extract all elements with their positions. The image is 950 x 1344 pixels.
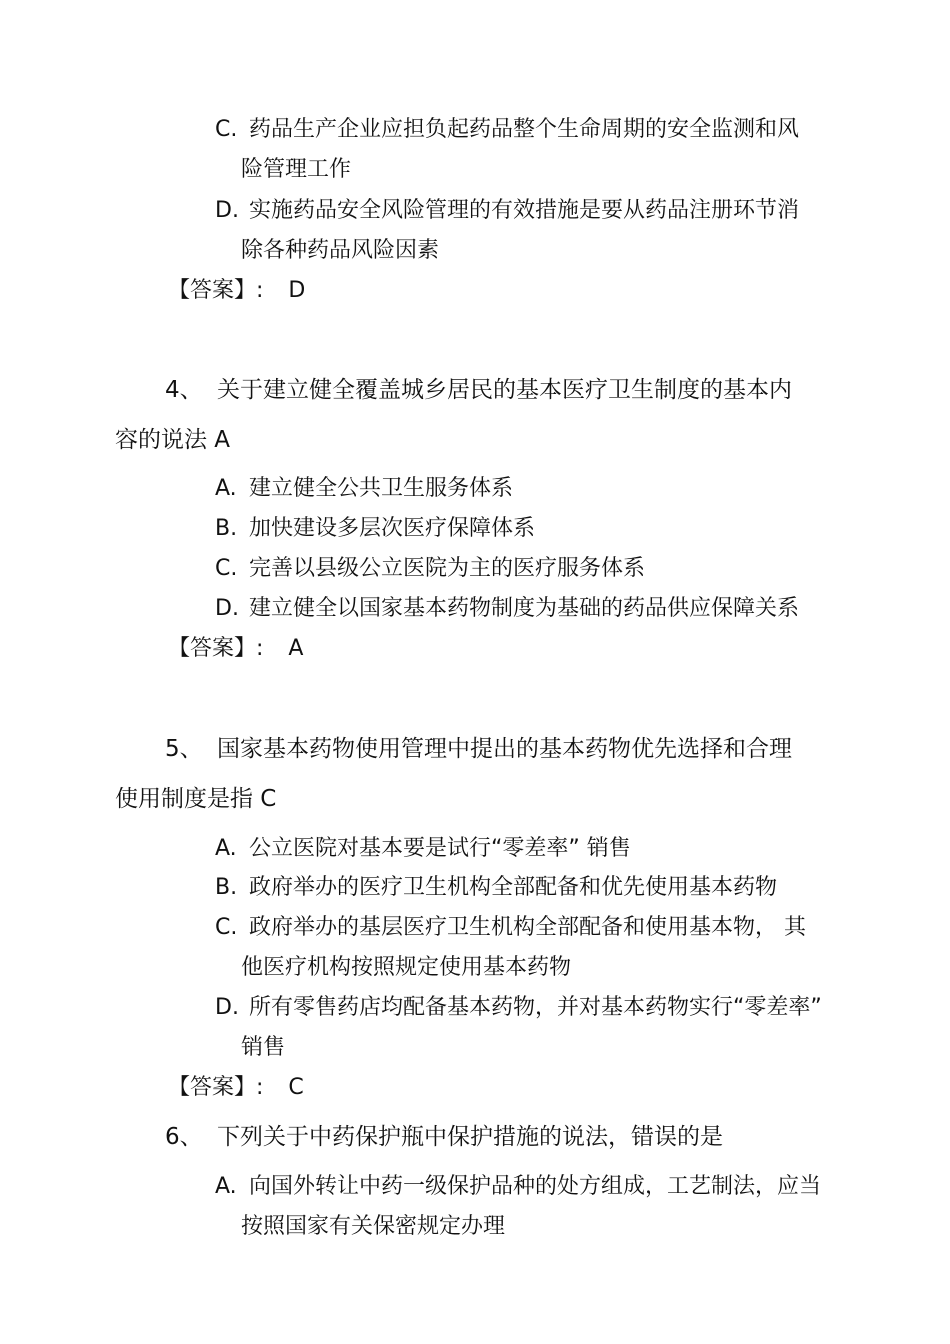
- answer-value: D: [288, 278, 306, 303]
- q4-stem-line1: [165, 375, 792, 405]
- q6-option-a-line2: 按照国家有关保密规定办理: [241, 1214, 506, 1239]
- option-text: 建立健全公共卫生服务体系: [249, 476, 514, 501]
- q5-option-b: [215, 873, 777, 903]
- option-letter: A.: [215, 1174, 237, 1199]
- option-text: 所有零售药店均配备基本药物，并对基本药物实行“零差率”: [249, 995, 822, 1020]
- q5-option-d-line1: [215, 993, 822, 1023]
- question-number: 5、: [165, 736, 203, 762]
- answer-value: C: [288, 1075, 304, 1100]
- q3-option-c-line2: 险管理工作: [241, 157, 352, 182]
- q4-option-a: [215, 474, 513, 504]
- option-letter: B.: [215, 875, 238, 900]
- q3-option-d-line2: 除各种药品风险因素: [241, 238, 440, 263]
- answer-value: A: [288, 636, 304, 661]
- answer-label: 【答案】:: [168, 278, 264, 303]
- q4-option-d: [215, 594, 799, 624]
- option-letter: B.: [215, 516, 238, 541]
- option-letter: C.: [215, 556, 238, 581]
- q3-option-c-line1: [215, 115, 799, 145]
- question-number: 4、: [165, 377, 203, 403]
- q6-option-a-line1: [215, 1172, 821, 1202]
- option-text: 政府举办的医疗卫生机构全部配备和优先使用基本药物: [249, 875, 778, 900]
- question-text: 下列关于中药保护瓶中保护措施的说法，错误的是: [217, 1124, 723, 1150]
- q4-option-b: [215, 514, 535, 544]
- q6-stem-line1: [165, 1122, 723, 1152]
- q5-option-a: [215, 834, 631, 864]
- option-text: 完善以县级公立医院为主的医疗服务体系: [249, 556, 646, 581]
- q5-option-c-line2: 他医疗机构按照规定使用基本药物: [241, 955, 572, 980]
- option-text: 药品生产企业应担负起药品整个生命周期的安全监测和风: [249, 117, 800, 142]
- option-letter: D.: [215, 198, 239, 223]
- option-text: 实施药品安全风险管理的有效措施是要从药品注册环节消: [249, 198, 800, 223]
- question-text: 关于建立健全覆盖城乡居民的基本医疗卫生制度的基本内: [217, 377, 792, 403]
- option-letter: C.: [215, 915, 238, 940]
- option-text: 公立医院对基本要是试行“零差率” 销售: [249, 836, 631, 861]
- q4-answer: [168, 634, 303, 664]
- option-letter: D.: [215, 995, 239, 1020]
- q5-stem-line1: [165, 734, 792, 764]
- option-letter: A.: [215, 476, 237, 501]
- answer-label: 【答案】:: [168, 636, 264, 661]
- answer-label: 【答案】:: [168, 1075, 264, 1100]
- q5-stem-line2: 使用制度是指 C: [115, 786, 277, 812]
- q3-option-d-line1: [215, 196, 799, 226]
- option-letter: C.: [215, 117, 238, 142]
- option-letter: D.: [215, 596, 239, 621]
- question-number: 6、: [165, 1124, 203, 1150]
- q4-option-c: [215, 554, 645, 584]
- option-text: 建立健全以国家基本药物制度为基础的药品供应保障关系: [249, 596, 800, 621]
- question-text: 国家基本药物使用管理中提出的基本药物优先选择和合理: [217, 736, 792, 762]
- option-text: 政府举办的基层医疗卫生机构全部配备和使用基本物， 其: [249, 915, 806, 940]
- q4-stem-line2: 容的说法 A: [115, 427, 231, 453]
- q5-option-c-line1: [215, 913, 806, 943]
- option-text: 加快建设多层次医疗保障体系: [249, 516, 536, 541]
- q3-answer: [168, 276, 305, 306]
- option-text: 向国外转让中药一级保护品种的处方组成，工艺制法，应当: [249, 1174, 822, 1199]
- q5-option-d-line2: 销售: [241, 1035, 286, 1060]
- q5-answer: [168, 1073, 304, 1103]
- option-letter: A.: [215, 836, 237, 861]
